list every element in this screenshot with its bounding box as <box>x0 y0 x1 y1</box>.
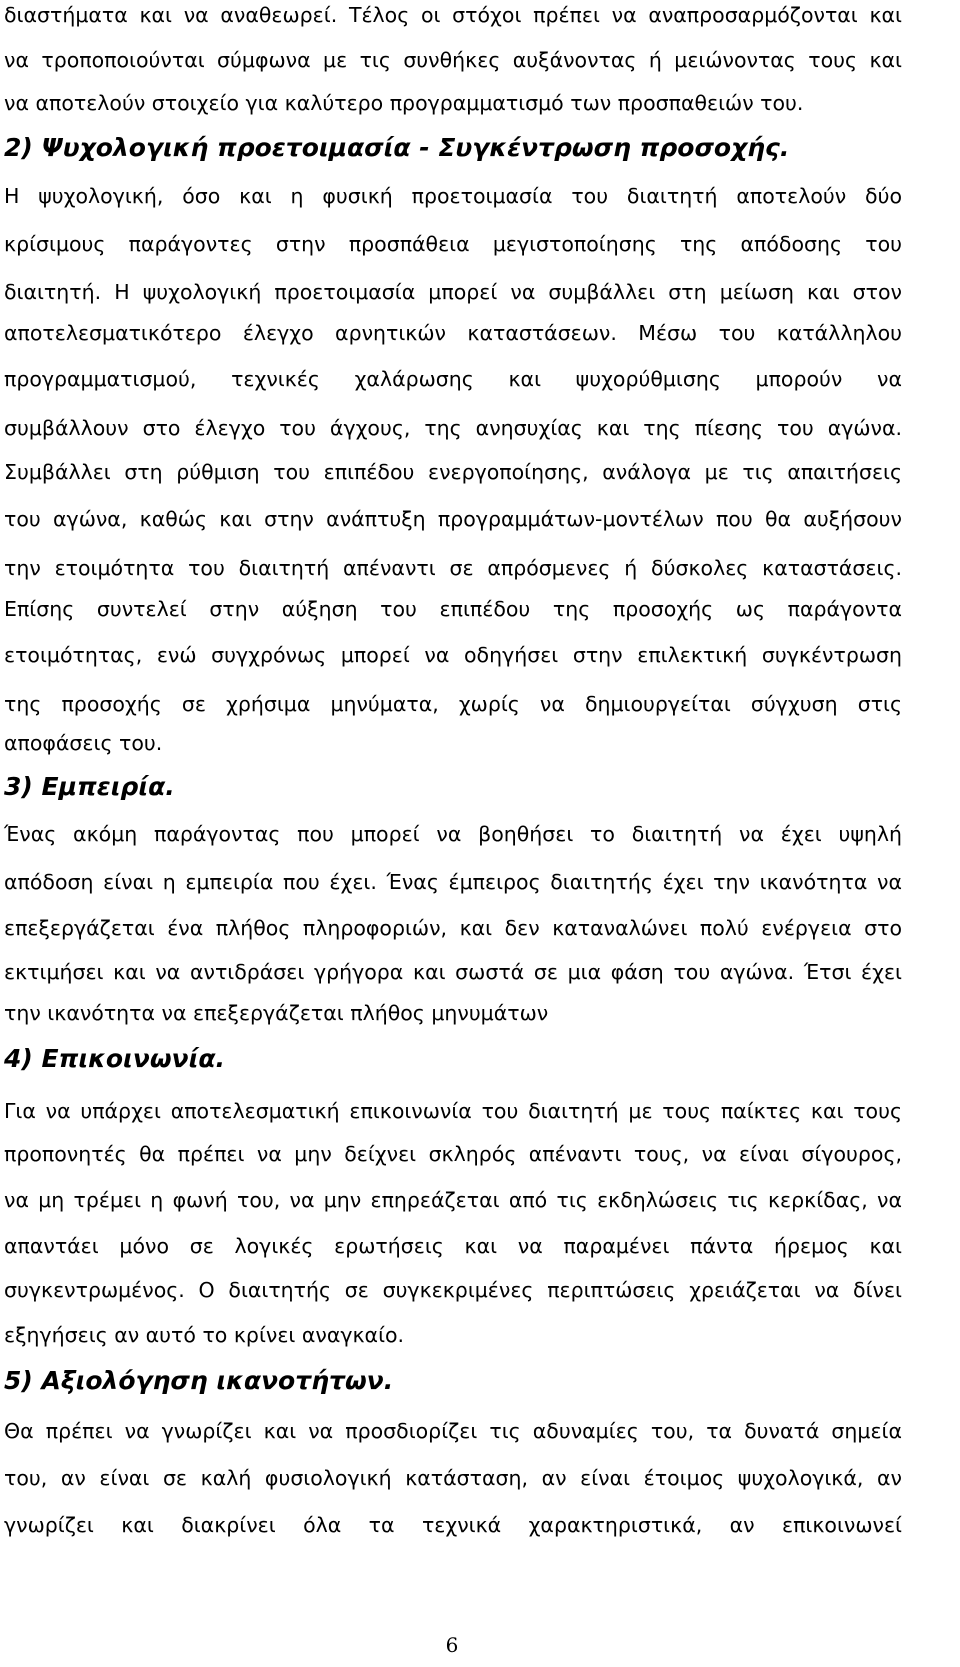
section-heading: 4) Επικοινωνία. <box>4 1044 225 1073</box>
paragraph-line: εκτιμήσει και να αντιδράσει γρήγορα και σωστά σε μια φάση του αγώνα. Έτσι έχει <box>4 960 902 984</box>
paragraph-line: διαιτητή. Η ψυχολογική προετοιμασία μπορεί να συμβάλλει στη μείωση και στον <box>4 280 902 304</box>
paragraph-line: του, αν είναι σε καλή φυσιολογική κατάσταση, αν είναι έτοιμος ψυχολογικά, αν <box>4 1466 902 1490</box>
paragraph-line: εξηγήσεις αν αυτό το κρίνει αναγκαίο. <box>4 1323 405 1347</box>
paragraph-line: προπονητές θα πρέπει να μην δείχνει σκληρός απέναντι τους, να είναι σίγουρος, <box>4 1142 902 1166</box>
paragraph-line: του αγώνα, καθώς και στην ανάπτυξη προγραμμάτων-μοντέλων που θα αυξήσουν <box>4 507 902 531</box>
section-heading: 5) Αξιολόγηση ικανοτήτων. <box>4 1366 394 1395</box>
paragraph-line: συμβάλλουν στο έλεγχο του άγχους, της ανησυχίας και της πίεσης του αγώνα. <box>4 416 902 440</box>
paragraph-line: απαντάει μόνο σε λογικές ερωτήσεις και να παραμένει πάντα ήρεμος και <box>4 1234 902 1258</box>
paragraph-line: γνωρίζει και διακρίνει όλα τα τεχνικά χαρακτηριστικά, αν επικοινωνεί <box>4 1513 902 1537</box>
paragraph-line: Ένας ακόμη παράγοντας που μπορεί να βοηθήσει το διαιτητή να έχει υψηλή <box>4 822 902 846</box>
section-heading: 3) Εμπειρία. <box>4 772 175 801</box>
paragraph-line: αποτελεσματικότερο έλεγχο αρνητικών καταστάσεων. Μέσω του κατάλληλου <box>4 321 902 345</box>
paragraph-line: κρίσιμους παράγοντες στην προσπάθεια μεγιστοποίησης της απόδοσης του <box>4 232 902 256</box>
paragraph-line: προγραμματισμού, τεχνικές χαλάρωσης και ψυχορύθμισης μπορούν να <box>4 367 902 391</box>
paragraph-line: της προσοχής σε χρήσιμα μηνύματα, χωρίς να δημιουργείται σύγχυση στις <box>4 692 902 716</box>
section-heading: 2) Ψυχολογική προετοιμασία - Συγκέντρωση προσοχής. <box>4 133 790 162</box>
paragraph-line: να αποτελούν στοιχείο για καλύτερο προγραμματισμό των προσπαθειών του. <box>4 91 804 115</box>
paragraph-line: Θα πρέπει να γνωρίζει και να προσδιορίζει τις αδυναμίες του, τα δυνατά σημεία <box>4 1419 902 1443</box>
paragraph-line: να τροποποιούνται σύμφωνα με τις συνθήκες αυξάνοντας ή μειώνοντας τους και <box>4 48 902 72</box>
paragraph-line: Συμβάλλει στη ρύθμιση του επιπέδου ενεργοποίησης, ανάλογα με τις απαιτήσεις <box>4 460 902 484</box>
paragraph-line: την ετοιμότητα του διαιτητή απέναντι σε απρόσμενες ή δύσκολες καταστάσεις. <box>4 556 902 580</box>
paragraph-line: Επίσης συντελεί στην αύξηση του επιπέδου της προσοχής ως παράγοντα <box>4 597 902 621</box>
paragraph-line: απόδοση είναι η εμπειρία που έχει. Ένας έμπειρος διαιτητής έχει την ικανότητα να <box>4 870 902 894</box>
paragraph-line: ετοιμότητας, ενώ συγχρόνως μπορεί να οδηγήσει στην επιλεκτική συγκέντρωση <box>4 643 902 667</box>
paragraph-line: την ικανότητα να επεξεργάζεται πλήθος μηνυμάτων <box>4 1001 549 1025</box>
paragraph-line: διαστήματα και να αναθεωρεί. Τέλος οι στόχοι πρέπει να αναπροσαρμόζονται και <box>4 3 902 27</box>
paragraph-line: Η ψυχολογική, όσο και η φυσική προετοιμασία του διαιτητή αποτελούν δύο <box>4 184 902 208</box>
page-number: 6 <box>445 1633 459 1657</box>
paragraph-line: Για να υπάρχει αποτελεσματική επικοινωνία του διαιτητή με τους παίκτες και τους <box>4 1099 902 1123</box>
paragraph-line: συγκεντρωμένος. Ο διαιτητής σε συγκεκριμένες περιπτώσεις χρειάζεται να δίνει <box>4 1278 902 1302</box>
paragraph-line: να μη τρέμει η φωνή του, να μην επηρεάζεται από τις εκδηλώσεις τις κερκίδας, να <box>4 1188 902 1212</box>
paragraph-line: αποφάσεις του. <box>4 731 163 755</box>
paragraph-line: επεξεργάζεται ένα πλήθος πληροφοριών, και δεν καταναλώνει πολύ ενέργεια στο <box>4 916 902 940</box>
